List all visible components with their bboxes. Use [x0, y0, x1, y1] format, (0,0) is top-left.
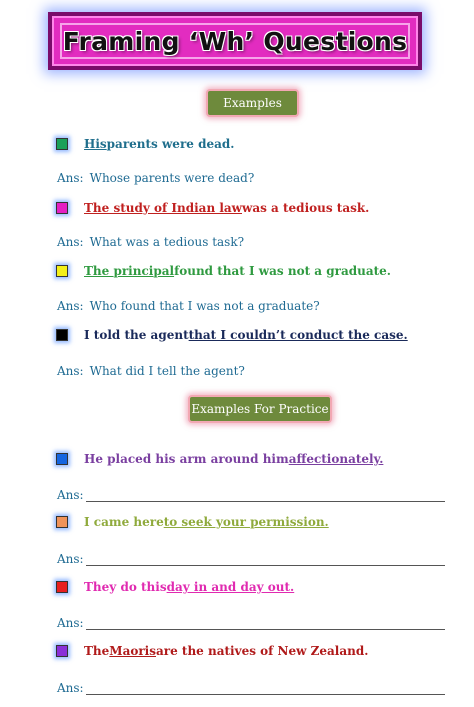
- ans-label: Ans:: [57, 364, 84, 378]
- ans-label: Ans:: [57, 235, 84, 249]
- sentence-highlight: that I couldn’t conduct the case.: [188, 328, 408, 342]
- bullet-icon: [56, 265, 68, 277]
- practice-answer-row: [57, 486, 445, 502]
- answer-text: Who found that I was not a graduate?: [89, 299, 320, 313]
- bullet-icon: [56, 453, 68, 465]
- answer-row: [57, 298, 320, 314]
- example-row: [56, 326, 408, 344]
- sentence-post: parents were dead.: [106, 137, 235, 151]
- example-row: [56, 262, 391, 280]
- bullet-icon: [56, 329, 68, 341]
- sentence-pre: The: [84, 644, 110, 658]
- answer-row: [57, 363, 245, 379]
- answer-blank-line[interactable]: [86, 618, 445, 630]
- practice-row: [56, 450, 383, 468]
- title-banner: [48, 12, 422, 70]
- sentence-post: found that I was not a graduate.: [174, 264, 391, 278]
- sentence-highlight: The principal: [84, 264, 175, 278]
- answer-row: [57, 234, 244, 250]
- bullet-icon: [56, 516, 68, 528]
- ans-label: Ans:: [57, 681, 84, 695]
- answer-blank-line[interactable]: [86, 683, 445, 695]
- sentence-post: was a tedious task.: [242, 201, 370, 215]
- practice-header-label: Examples For Practice: [191, 402, 329, 416]
- bullet-icon: [56, 581, 68, 593]
- sentence-pre: They do this: [84, 580, 167, 594]
- practice-row: [56, 513, 329, 531]
- ans-label: Ans:: [57, 171, 84, 185]
- sentence-pre: He placed his arm around him: [84, 452, 289, 466]
- answer-text: What was a tedious task?: [89, 235, 245, 249]
- sentence-pre: I told the agent: [84, 328, 189, 342]
- page-title: Framing ‘Wh’ Questions: [62, 26, 408, 56]
- practice-header: [188, 395, 332, 423]
- example-row: [56, 199, 369, 217]
- answer-blank-line[interactable]: [86, 490, 445, 502]
- examples-header-label: Examples: [223, 96, 282, 110]
- bullet-icon: [56, 645, 68, 657]
- sentence-post: are the natives of New Zealand.: [156, 644, 369, 658]
- ans-label: Ans:: [57, 552, 84, 566]
- examples-header: [206, 89, 299, 117]
- practice-answer-row: [57, 550, 445, 566]
- ans-label: Ans:: [57, 616, 84, 630]
- sentence-highlight: to seek your permission.: [163, 515, 329, 529]
- sentence-highlight: His: [84, 137, 107, 151]
- sentence-highlight: The study of Indian law: [84, 201, 243, 215]
- sentence-highlight: affectionately.: [288, 452, 384, 466]
- answer-text: Whose parents were dead?: [89, 171, 255, 185]
- bullet-icon: [56, 138, 68, 150]
- ans-label: Ans:: [57, 299, 84, 313]
- practice-answer-row: [57, 679, 445, 695]
- answer-text: What did I tell the agent?: [89, 364, 245, 378]
- practice-row: [56, 578, 294, 596]
- example-row: [56, 135, 234, 153]
- sentence-highlight: day in and day out.: [166, 580, 295, 594]
- answer-row: [57, 170, 254, 186]
- title-banner-inner: [60, 23, 410, 59]
- sentence-pre: I came here: [84, 515, 164, 529]
- bullet-icon: [56, 202, 68, 214]
- practice-answer-row: [57, 614, 445, 630]
- practice-row: [56, 642, 368, 660]
- ans-label: Ans:: [57, 488, 84, 502]
- answer-blank-line[interactable]: [86, 554, 445, 566]
- sentence-highlight: Maoris: [109, 644, 156, 658]
